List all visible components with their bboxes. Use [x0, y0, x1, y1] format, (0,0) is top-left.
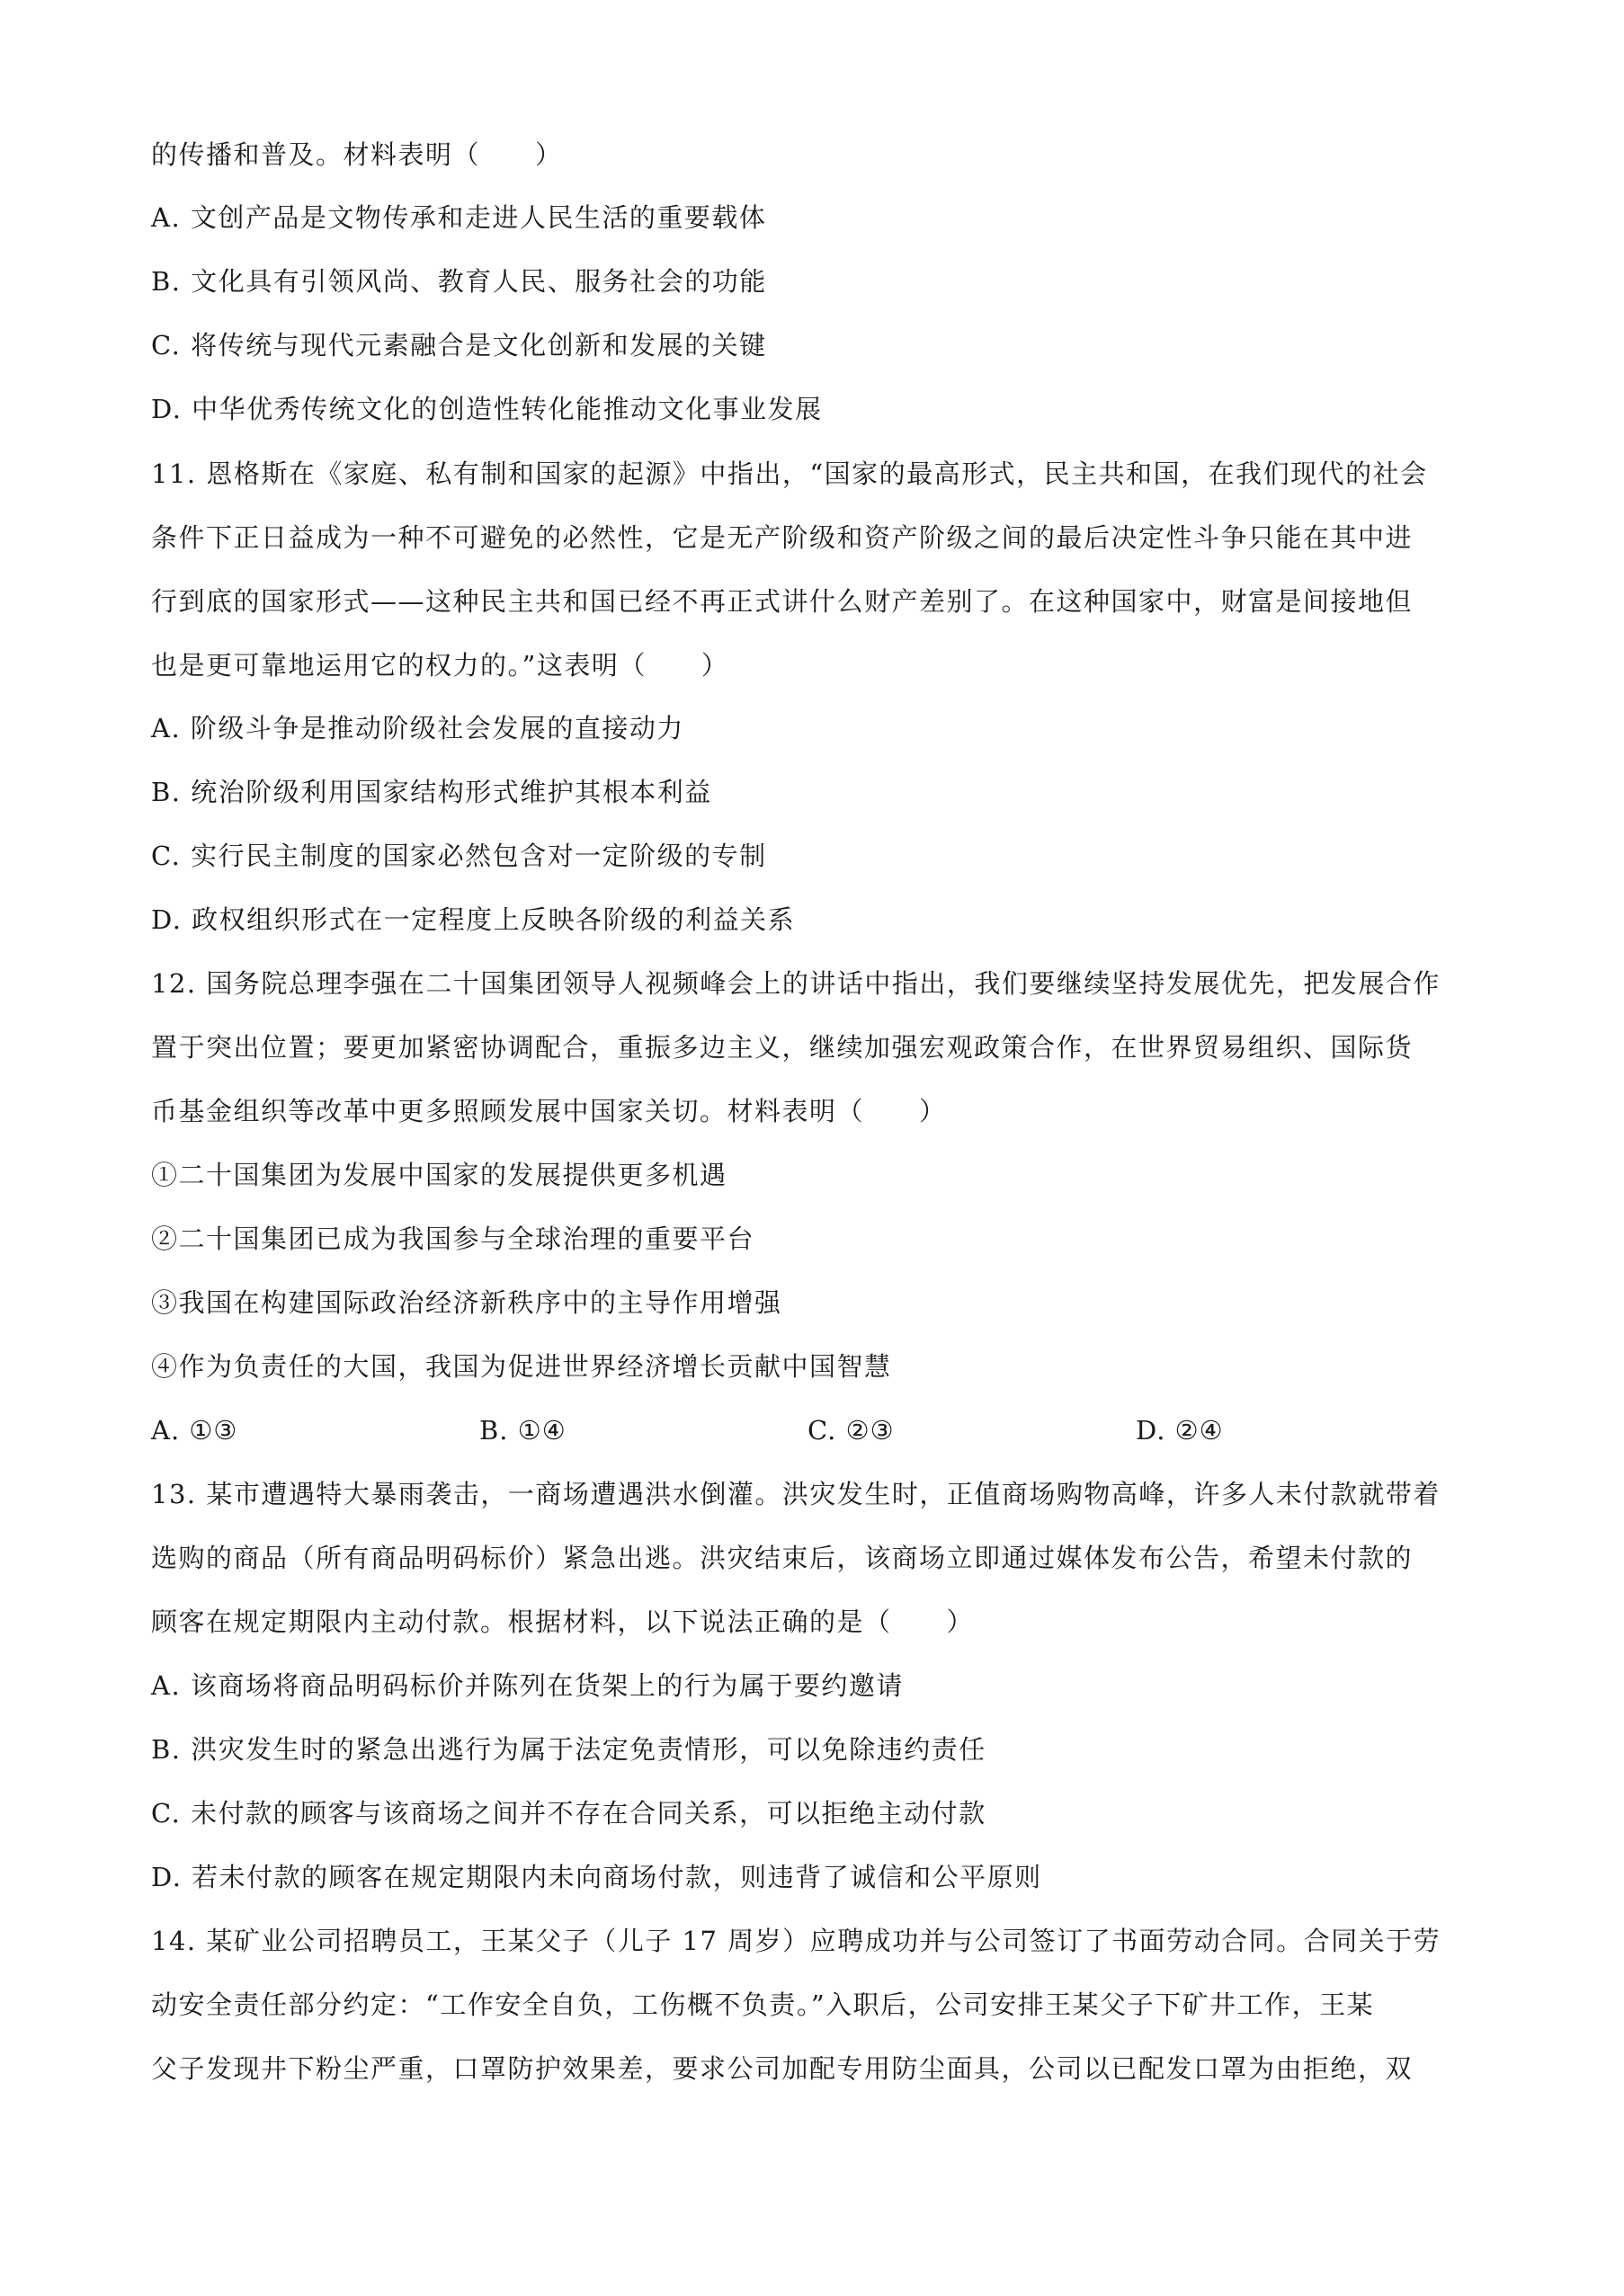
q11-option-b: B. 统治阶级利用国家结构形式维护其根本利益 — [151, 777, 712, 807]
q10-option-b: B. 文化具有引领风尚、教育人民、服务社会的功能 — [151, 266, 767, 297]
q13-stem-line-2: 选购的商品（所有商品明码标价）紧急出逃。洪灾结束后，该商场立即通过媒体发布公告，希望未付款的 — [151, 1543, 1414, 1573]
q11-stem-line-2: 条件下正日益成为一种不可避免的必然性，它是无产阶级和资产阶级之间的最后决定性斗争只能在其中进 — [151, 522, 1414, 553]
q12-statement-4: ④作为负责任的大国，我国为促进世界经济增长贡献中国智慧 — [151, 1351, 892, 1382]
q12-stem-line-3: 币基金组织等改革中更多照顾发展中国家关切。材料表明（ ） — [151, 1096, 947, 1126]
q11-stem-line-4: 也是更可靠地运用它的权力的。”这表明（ ） — [151, 650, 729, 681]
q11-option-d: D. 政权组织形式在一定程度上反映各阶级的利益关系 — [151, 904, 796, 935]
q12-option-d: D. ②④ — [1136, 1415, 1224, 1446]
q14-stem-line-3: 父子发现井下粉尘严重，口罩防护效果差，要求公司加配专用防尘面具，公司以已配发口罩为由拒绝，双 — [151, 2053, 1414, 2084]
q12-statement-2: ②二十国集团已成为我国参与全球治理的重要平台 — [151, 1224, 755, 1254]
q14-stem-line-1: 14. 某矿业公司招聘员工，王某父子（儿子 17 周岁）应聘成功并与公司签订了书面劳动合同。合同关于劳 — [151, 1926, 1441, 1956]
q13-stem-line-3: 顾客在规定期限内主动付款。根据材料，以下说法正确的是（ ） — [151, 1606, 975, 1637]
q12-option-c: C. ②③ — [808, 1415, 895, 1446]
q12-stem-line-1: 12. 国务院总理李强在二十国集团领导人视频峰会上的讲话中指出，我们要继续坚持发展优先，把发展合作 — [151, 968, 1441, 999]
q12-option-b: B. ①④ — [479, 1415, 567, 1446]
q11-stem-line-3: 行到底的国家形式——这种民主共和国已经不再正式讲什么财产差别了。在这种国家中，财富是间接地但 — [151, 586, 1414, 617]
q12-statement-1: ①二十国集团为发展中国家的发展提供更多机遇 — [151, 1160, 727, 1190]
q10-option-a: A. 文创产品是文物传承和走进人民生活的重要载体 — [151, 202, 767, 233]
q14-stem-line-2: 动安全责任部分约定：“工作安全自负，工伤概不负责。”入职后，公司安排王某父子下矿井工作，王某 — [151, 1989, 1375, 2020]
q13-option-c: C. 未付款的顾客与该商场之间并不存在合同关系，可以拒绝主动付款 — [151, 1798, 986, 1829]
q13-option-b: B. 洪灾发生时的紧急出逃行为属于法定免责情形，可以免除违约责任 — [151, 1734, 986, 1765]
q10-option-c: C. 将传统与现代元素融合是文化创新和发展的关键 — [151, 330, 767, 360]
q13-option-d: D. 若未付款的顾客在规定期限内未向商场付款，则违背了诚信和公平原则 — [151, 1862, 1042, 1892]
q11-stem-line-1: 11. 恩格斯在《家庭、私有制和国家的起源》中指出，“国家的最高形式，民主共和国，在我们现代的社会 — [151, 458, 1428, 489]
q10-stem-tail: 的传播和普及。材料表明（ ） — [151, 139, 563, 170]
q13-stem-line-1: 13. 某市遭遇特大暴雨袭击，一商场遭遇洪水倒灌。洪灾发生时，正值商场购物高峰，许多人未付款就带着 — [151, 1479, 1441, 1509]
q12-option-a: A. ①③ — [151, 1415, 238, 1446]
q13-option-a: A. 该商场将商品明码标价并陈列在货架上的行为属于要约邀请 — [151, 1670, 904, 1701]
q12-stem-line-2: 置于突出位置；要更加紧密协调配合，重振多边主义，继续加强宏观政策合作，在世界贸易组织、国际货 — [151, 1032, 1414, 1063]
q10-option-d: D. 中华优秀传统文化的创造性转化能推动文化事业发展 — [151, 394, 823, 424]
q11-option-a: A. 阶级斗争是推动阶级社会发展的直接动力 — [151, 713, 684, 743]
q11-option-c: C. 实行民主制度的国家必然包含对一定阶级的专制 — [151, 841, 767, 871]
q12-statement-3: ③我国在构建国际政治经济新秩序中的主导作用增强 — [151, 1287, 782, 1318]
